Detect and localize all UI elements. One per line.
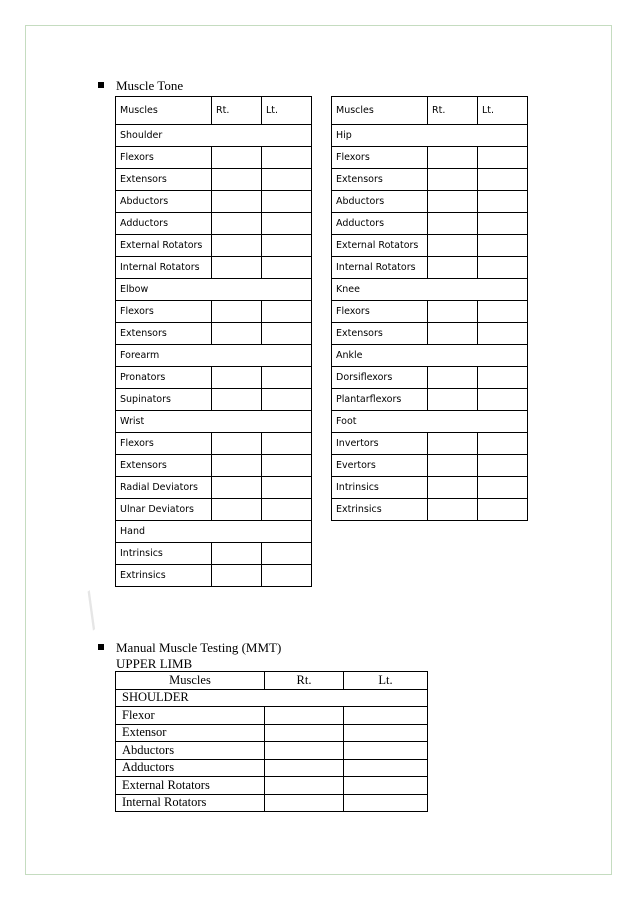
rt-cell[interactable] — [265, 777, 344, 795]
group-label: Elbow — [116, 279, 312, 301]
header-muscles: Muscles — [116, 97, 212, 125]
mmt-table — [115, 671, 428, 812]
muscle-label: Adductors — [116, 213, 212, 235]
table-row — [116, 794, 428, 812]
rt-cell[interactable] — [428, 213, 478, 235]
lt-cell[interactable] — [478, 455, 528, 477]
rt-cell[interactable] — [265, 707, 344, 725]
muscle-label: Flexors — [332, 147, 428, 169]
group-label: Forearm — [116, 345, 312, 367]
table-row — [332, 301, 528, 323]
lt-cell[interactable] — [262, 543, 312, 565]
table-row — [116, 147, 312, 169]
lt-cell[interactable] — [478, 191, 528, 213]
muscle-label: Extrinsics — [332, 499, 428, 521]
table-row — [332, 169, 528, 191]
table-row — [116, 389, 312, 411]
muscle-label: Evertors — [332, 455, 428, 477]
group-row — [116, 279, 312, 301]
muscle-label: Extrinsics — [116, 565, 212, 587]
muscle-label: Adductors — [116, 759, 265, 777]
muscle-label: Radial Deviators — [116, 477, 212, 499]
lt-cell[interactable] — [344, 707, 428, 725]
group-row — [116, 411, 312, 433]
header-rt: Rt. — [265, 672, 344, 690]
rt-cell[interactable] — [265, 724, 344, 742]
muscle-label: Flexors — [116, 147, 212, 169]
lt-cell[interactable] — [262, 191, 312, 213]
group-label: Knee — [332, 279, 528, 301]
muscle-tone-title: Muscle Tone — [116, 78, 184, 93]
rt-cell[interactable] — [428, 301, 478, 323]
group-row — [116, 125, 312, 147]
muscle-label: External Rotators — [116, 235, 212, 257]
table-row — [116, 759, 428, 777]
rt-cell[interactable] — [212, 191, 262, 213]
muscle-label: Supinators — [116, 389, 212, 411]
table-row — [116, 724, 428, 742]
table-row — [116, 477, 312, 499]
muscle-label: Pronators — [116, 367, 212, 389]
lt-cell[interactable] — [262, 367, 312, 389]
lt-cell[interactable] — [262, 301, 312, 323]
lt-cell[interactable] — [478, 433, 528, 455]
lt-cell[interactable] — [478, 499, 528, 521]
header-rt: Rt. — [212, 97, 262, 125]
table-row — [116, 191, 312, 213]
muscle-label: Abductors — [332, 191, 428, 213]
muscle-label: Internal Rotators — [116, 257, 212, 279]
header-muscles: Muscles — [116, 672, 265, 690]
muscle-label: External Rotators — [116, 777, 265, 795]
bullet-icon — [98, 644, 104, 650]
muscle-label: Extensors — [116, 455, 212, 477]
lt-cell[interactable] — [478, 147, 528, 169]
muscle-label: Extensors — [332, 323, 428, 345]
group-label: Hand — [116, 521, 312, 543]
table-row — [332, 235, 528, 257]
muscle-label: Extensors — [116, 169, 212, 191]
lt-cell[interactable] — [262, 257, 312, 279]
rt-cell[interactable] — [428, 367, 478, 389]
rt-cell[interactable] — [428, 191, 478, 213]
group-label: Wrist — [116, 411, 312, 433]
muscle-label: Extensors — [332, 169, 428, 191]
group-row — [332, 345, 528, 367]
rt-cell[interactable] — [212, 213, 262, 235]
table-row — [116, 169, 312, 191]
group-label: Ankle — [332, 345, 528, 367]
watermark: ╱ — [74, 591, 110, 631]
group-label: Foot — [332, 411, 528, 433]
muscle-label: Flexors — [116, 301, 212, 323]
muscle-label: Internal Rotators — [332, 257, 428, 279]
lt-cell[interactable] — [262, 389, 312, 411]
lt-cell[interactable] — [478, 213, 528, 235]
lt-cell[interactable] — [478, 367, 528, 389]
table-row — [332, 367, 528, 389]
rt-cell[interactable] — [428, 169, 478, 191]
rt-cell[interactable] — [212, 323, 262, 345]
lt-cell[interactable] — [262, 235, 312, 257]
table-row — [116, 565, 312, 587]
muscle-label: Flexors — [332, 301, 428, 323]
group-row — [332, 411, 528, 433]
header-rt: Rt. — [428, 97, 478, 125]
lt-cell[interactable] — [262, 433, 312, 455]
muscle-label: Extensors — [116, 323, 212, 345]
header-lt: Lt. — [344, 672, 428, 690]
table-row — [332, 257, 528, 279]
rt-cell[interactable] — [212, 235, 262, 257]
rt-cell[interactable] — [428, 235, 478, 257]
lt-cell[interactable] — [478, 477, 528, 499]
lt-cell[interactable] — [344, 742, 428, 760]
rt-cell[interactable] — [212, 477, 262, 499]
rt-cell[interactable] — [265, 742, 344, 760]
rt-cell[interactable] — [428, 389, 478, 411]
rt-cell[interactable] — [265, 759, 344, 777]
group-row — [116, 689, 428, 707]
rt-cell[interactable] — [212, 389, 262, 411]
muscle-label: Abductors — [116, 191, 212, 213]
lt-cell[interactable] — [262, 213, 312, 235]
muscle-label: Internal Rotators — [116, 794, 265, 812]
rt-cell[interactable] — [265, 794, 344, 812]
rt-cell[interactable] — [428, 147, 478, 169]
lt-cell[interactable] — [262, 455, 312, 477]
muscle-label: Abductors — [116, 742, 265, 760]
table-row — [116, 543, 312, 565]
rt-cell[interactable] — [212, 169, 262, 191]
lt-cell[interactable] — [478, 169, 528, 191]
table-row — [332, 147, 528, 169]
table-row — [332, 191, 528, 213]
table-row — [116, 433, 312, 455]
rt-cell[interactable] — [212, 147, 262, 169]
table-header-row — [116, 672, 428, 690]
table-row — [332, 499, 528, 521]
lt-cell[interactable] — [344, 794, 428, 812]
group-row — [332, 279, 528, 301]
rt-cell[interactable] — [212, 455, 262, 477]
lt-cell[interactable] — [262, 477, 312, 499]
lt-cell[interactable] — [262, 169, 312, 191]
table-row — [116, 777, 428, 795]
table-row — [116, 742, 428, 760]
group-row — [332, 125, 528, 147]
table-row — [116, 323, 312, 345]
muscle-label: Ulnar Deviators — [116, 499, 212, 521]
lt-cell[interactable] — [344, 759, 428, 777]
mmt-subtitle: UPPER LIMB — [116, 656, 193, 671]
table-row — [116, 499, 312, 521]
table-header-row — [116, 97, 312, 125]
rt-cell[interactable] — [212, 367, 262, 389]
header-lt: Lt. — [262, 97, 312, 125]
rt-cell[interactable] — [428, 477, 478, 499]
muscle-tone-upper-table — [115, 96, 312, 587]
muscle-label: Extensor — [116, 724, 265, 742]
lt-cell[interactable] — [478, 235, 528, 257]
table-row — [116, 455, 312, 477]
rt-cell[interactable] — [212, 301, 262, 323]
lt-cell[interactable] — [262, 147, 312, 169]
table-row — [116, 213, 312, 235]
lt-cell[interactable] — [262, 499, 312, 521]
table-row — [332, 389, 528, 411]
group-row — [116, 345, 312, 367]
muscle-label: Plantarflexors — [332, 389, 428, 411]
lt-cell[interactable] — [478, 257, 528, 279]
lt-cell[interactable] — [344, 724, 428, 742]
header-lt: Lt. — [478, 97, 528, 125]
table-row — [116, 707, 428, 725]
table-row — [116, 301, 312, 323]
table-row — [332, 477, 528, 499]
table-row — [116, 235, 312, 257]
muscle-tone-lower-table — [331, 96, 528, 521]
muscle-label: Intrinsics — [116, 543, 212, 565]
lt-cell[interactable] — [262, 565, 312, 587]
rt-cell[interactable] — [212, 543, 262, 565]
lt-cell[interactable] — [478, 323, 528, 345]
header-muscles: Muscles — [332, 97, 428, 125]
muscle-label: Invertors — [332, 433, 428, 455]
table-row — [332, 213, 528, 235]
bullet-icon — [98, 82, 104, 88]
rt-cell[interactable] — [212, 565, 262, 587]
lt-cell[interactable] — [478, 389, 528, 411]
mmt-title: Manual Muscle Testing (MMT) — [116, 640, 282, 655]
lt-cell[interactable] — [478, 301, 528, 323]
muscle-label: Intrinsics — [332, 477, 428, 499]
muscle-label: Flexors — [116, 433, 212, 455]
table-row — [332, 433, 528, 455]
rt-cell[interactable] — [212, 433, 262, 455]
table-row — [332, 455, 528, 477]
rt-cell[interactable] — [428, 323, 478, 345]
lt-cell[interactable] — [344, 777, 428, 795]
table-row — [332, 323, 528, 345]
group-label: Hip — [332, 125, 528, 147]
muscle-label: External Rotators — [332, 235, 428, 257]
group-label: Shoulder — [116, 125, 312, 147]
group-label: SHOULDER — [116, 689, 428, 707]
group-row — [116, 521, 312, 543]
table-row — [116, 257, 312, 279]
table-header-row — [332, 97, 528, 125]
lt-cell[interactable] — [262, 323, 312, 345]
muscle-label: Adductors — [332, 213, 428, 235]
rt-cell[interactable] — [212, 257, 262, 279]
rt-cell[interactable] — [212, 499, 262, 521]
rt-cell[interactable] — [428, 433, 478, 455]
rt-cell[interactable] — [428, 257, 478, 279]
rt-cell[interactable] — [428, 499, 478, 521]
muscle-label: Dorsiflexors — [332, 367, 428, 389]
muscle-label: Flexor — [116, 707, 265, 725]
rt-cell[interactable] — [428, 455, 478, 477]
table-row — [116, 367, 312, 389]
